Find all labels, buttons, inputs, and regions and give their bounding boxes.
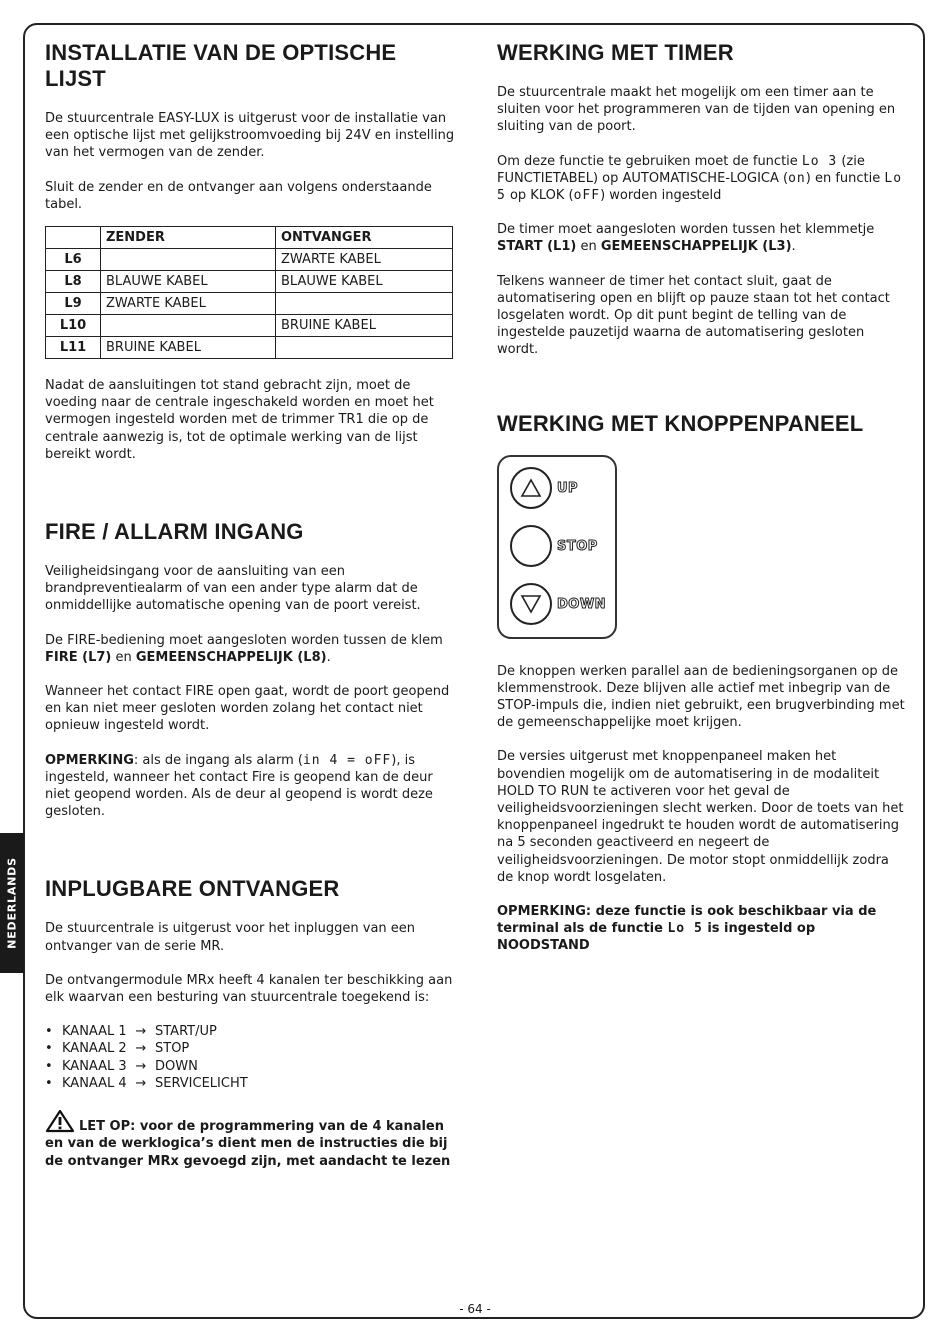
table-cell: ZWARTE KABEL xyxy=(276,249,453,271)
channel-function: START/UP xyxy=(155,1024,217,1040)
arrow-icon: → xyxy=(135,1024,147,1040)
terminal-label: FIRE (L7) xyxy=(45,649,112,665)
fire-connection xyxy=(45,632,455,666)
fire-title: FIRE / ALLARM INGANG xyxy=(45,519,304,545)
timer-connection xyxy=(497,221,907,255)
optical-intro: De stuurcentrale EASY-LUX is uitgerust voor de installatie van een optische lijst met gelijkstroomvoeding bij 24V en instelling van het vermogen van de zender. xyxy=(45,111,455,161)
keypad-illustration xyxy=(497,455,617,639)
text-run: ) en functie xyxy=(805,170,885,186)
fire-behaviour: Wanneer het contact FIRE open gaat, wordt de poort geopend en kan niet meer gesloten worden zolang het contact niet opnieuw ingesteld wordt. xyxy=(45,684,450,734)
table-cell: L6 xyxy=(46,249,101,271)
language-tab-label: NEDERLANDS xyxy=(5,857,19,949)
display-code: Lo 3 xyxy=(801,153,838,169)
display-code: on xyxy=(788,170,806,186)
table-row xyxy=(46,249,453,271)
left-column xyxy=(45,40,455,1187)
text-run: Om deze functie te gebruiken moet de functie xyxy=(497,153,802,169)
down-button-label: DOWN xyxy=(557,596,607,612)
stop-button-icon xyxy=(510,525,552,567)
channel-name: KANAAL 4 xyxy=(62,1075,127,1091)
channel-name: KANAAL 2 xyxy=(62,1041,127,1057)
table-cell xyxy=(101,315,276,337)
table-header-row xyxy=(46,227,453,249)
down-button-icon xyxy=(510,583,552,625)
keypad-intro: De knoppen werken parallel aan de bedieningsorganen op de klemmenstrook. Deze blijven alle actief met inbegrip van de STOP-impuls die, indien niet gebruikt, een brugverbinding met de gemeenschappelijke moet krijgen. xyxy=(497,663,905,731)
note-label: OPMERKING xyxy=(45,752,134,768)
table-row xyxy=(46,315,453,337)
list-item xyxy=(45,1040,455,1057)
language-tab xyxy=(0,833,24,973)
text-run: De timer moet aangesloten worden tussen het klemmetje xyxy=(497,222,875,238)
text-run: . xyxy=(791,239,796,255)
table-cell: BLAUWE KABEL xyxy=(276,271,453,293)
channel-list xyxy=(45,1023,455,1092)
display-code: in 4 = oFF xyxy=(302,752,392,768)
stop-button-label: STOP xyxy=(557,538,598,554)
channel-function: DOWN xyxy=(155,1058,198,1074)
table-row xyxy=(46,271,453,293)
display-code: Lo 5 xyxy=(497,170,903,204)
text-run: De FIRE-bediening moet aangesloten worden tussen de klem xyxy=(45,632,443,648)
table-cell: L9 xyxy=(46,293,101,315)
channel-name: KANAAL 1 xyxy=(62,1024,127,1040)
text-run: . xyxy=(326,649,331,665)
keypad-title: WERKING MET KNOPPENPANEEL xyxy=(497,410,864,436)
display-code: oFF xyxy=(573,188,601,204)
table-cell: BLAUWE KABEL xyxy=(101,271,276,293)
receiver-channels-intro: De ontvangermodule MRx heeft 4 kanalen ter beschikking aan elk waarvan een besturing van stuurcentrale toegekend is: xyxy=(45,972,453,1006)
table-cell: L11 xyxy=(46,337,101,359)
timer-function-setting xyxy=(497,153,907,205)
text-run: : als de ingang als alarm ( xyxy=(133,752,303,768)
table-cell: BRUINE KABEL xyxy=(276,315,453,337)
fire-note xyxy=(45,752,455,821)
table-header-cell: ONTVANGER xyxy=(276,227,453,249)
channel-name: KANAAL 3 xyxy=(62,1058,127,1074)
channel-function: SERVICELICHT xyxy=(155,1075,248,1091)
text-run: ) worden ingesteld xyxy=(600,188,722,204)
terminal-label: GEMEENSCHAPPELIJK (L3) xyxy=(600,239,792,255)
table-cell: L10 xyxy=(46,315,101,337)
table-header-cell xyxy=(46,227,101,249)
arrow-icon: → xyxy=(135,1058,147,1074)
receiver-warning xyxy=(45,1109,455,1170)
up-button-icon xyxy=(510,467,552,509)
optical-instruction: Sluit de zender en de ontvanger aan volgens onderstaande tabel. xyxy=(45,179,432,212)
keypad-hold-to-run: De versies uitgerust met knoppenpaneel maken het bovendien mogelijk om de automatisering in de modaliteit HOLD TO RUN te activeren voor het geval de veiligheidsvoorzieningen slecht werken. Door de toets van het knoppenpaneel ingedrukt te houden wordt de automatisering na 5 seconden geactiveerd en negeert de veiligheidsvoorzieningen. De motor stopt onmiddellijk zodra de knop wordt losgelaten. xyxy=(497,749,904,885)
table-header-cell: ZENDER xyxy=(101,227,276,249)
triangle-down-icon xyxy=(520,594,542,614)
text-run: (zie FUNCTIETABEL) op AUTOMATISCHE-LOGICA ( xyxy=(497,153,865,186)
text-run: is ingesteld op NOODSTAND xyxy=(497,921,816,954)
arrow-icon: → xyxy=(135,1075,147,1091)
timer-behaviour: Telkens wanneer de timer het contact sluit, gaat de automatisering open en blijft op pauze staan tot het contact losgelaten wordt. Op dit punt begint de telling van de ingestelde pauzetijd waarna de automatisering gesloten wordt. xyxy=(497,273,890,358)
table-cell xyxy=(276,337,453,359)
receiver-title: INPLUGBARE ONTVANGER xyxy=(45,876,340,902)
list-item xyxy=(45,1023,455,1040)
page-number: - 64 - xyxy=(459,1302,491,1316)
fire-intro: Veiligheidsingang voor de aansluiting van een brandpreventiealarm of van een ander type alarm dat de onmiddellijke automatische opening van de poort vereist. xyxy=(45,564,421,614)
list-item xyxy=(45,1075,455,1092)
warning-text: LET OP: voor de programmering van de 4 kanalen en van de werklogica’s dient men de instructies die bij de ontvanger MRx gevoegd zijn, met aandacht te lezen xyxy=(45,1119,451,1169)
table-cell: BRUINE KABEL xyxy=(101,337,276,359)
terminal-label: GEMEENSCHAPPELIJK (L8) xyxy=(135,649,327,665)
text-run: OPMERKING: deze functie is ook beschikbaar via de terminal als de functie xyxy=(497,904,877,937)
table-row xyxy=(46,293,453,315)
connection-table xyxy=(45,226,453,359)
text-run: ), is ingesteld, wanneer het contact Fire is geopend kan de deur niet geopend worden. Als de deur al geopend is wordt deze gesloten. xyxy=(45,752,433,820)
table-row xyxy=(46,337,453,359)
timer-title: WERKING MET TIMER xyxy=(497,40,734,65)
table-cell: ZWARTE KABEL xyxy=(101,293,276,315)
right-column xyxy=(497,40,907,972)
keypad-note xyxy=(497,903,907,955)
table-cell xyxy=(101,249,276,271)
table-cell xyxy=(276,293,453,315)
receiver-intro: De stuurcentrale is uitgerust voor het inpluggen van een ontvanger van de serie MR. xyxy=(45,921,416,954)
table-cell: L8 xyxy=(46,271,101,293)
optical-adjustment: Nadat de aansluitingen tot stand gebracht zijn, moet de voeding naar de centrale ingeschakeld worden en moet het vermogen ingesteld worden met de trimmer TR1 die op de centrale aanwezig is, tot de optimale werking van de lijst bereikt wordt. xyxy=(45,378,434,462)
text-run: en xyxy=(111,649,136,665)
triangle-up-icon xyxy=(520,478,542,498)
list-item xyxy=(45,1058,455,1075)
text-run: op KLOK ( xyxy=(505,188,574,204)
text-run: en xyxy=(576,239,601,255)
arrow-icon: → xyxy=(135,1041,147,1057)
warning-icon xyxy=(45,1109,75,1133)
channel-function: STOP xyxy=(155,1041,190,1057)
display-code: Lo 5 xyxy=(667,921,703,937)
timer-intro: De stuurcentrale maakt het mogelijk om een timer aan te sluiten voor het programmeren van de tijden van opening en sluiting van de poort. xyxy=(497,85,896,135)
terminal-label: START (L1) xyxy=(497,239,577,255)
optical-title: INSTALLATIE VAN DE OPTISCHE LIJST xyxy=(45,40,397,91)
up-button-label: UP xyxy=(557,480,579,496)
